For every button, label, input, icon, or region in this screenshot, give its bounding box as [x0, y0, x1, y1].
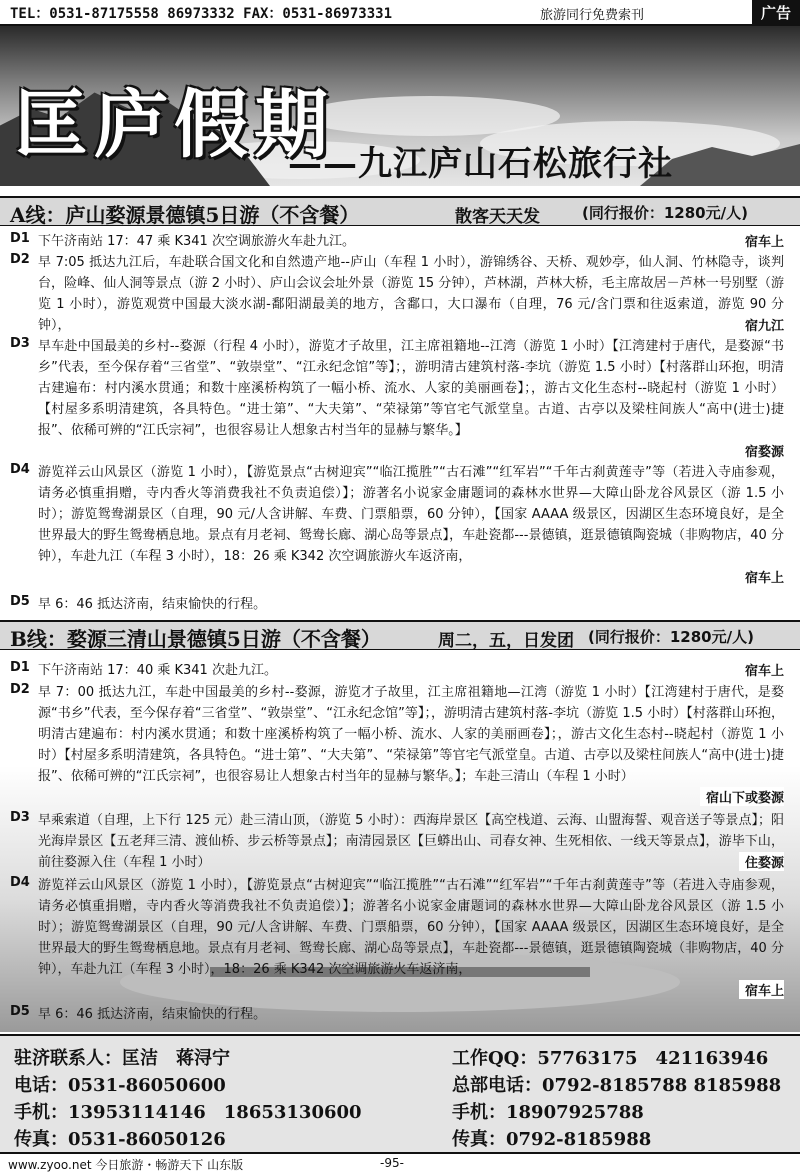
day-itinerary: 早 7：00 抵达九江，车赴中国最美的乡村--婺源，游览才子故里，江主席祖籍地—江湾（游览 1 小时）【江湾建村于唐代，是婺源“书乡”代表，至今保存着“三省堂”、“敦崇堂”、“江永纪念馆”等】；，游明清古建筑村落-李坑（游览 1.5 小时）【村落群山环抱，明清古建遍布：村内溪水贯通；和数十座溪桥构筑了一幅小桥、流水、人家的美丽画卷】；，游古文化生态村--晓起村（游览 1 小时）【村屋多系明清建筑，各具特色。“进士第”、“大夫第”、“荣禄第”等官宅气派堂皇。古道、古亭以及梁柱间族人“高中(进士)捷报”、依稀可辨的“江氏宗祠”，也很容易让人想象古村当年的显赫与繁华。】；车赴三清山（车程 1 小时） — [38, 685, 784, 784]
banner — [0, 26, 800, 186]
headquarters-mobile: 手机：18907925788 — [452, 1102, 644, 1123]
work-qq: 工作QQ：57763175 421163946 — [452, 1048, 769, 1069]
day-accommodation: 宿车上 — [739, 567, 784, 586]
day-accommodation: 宿九江 — [739, 315, 784, 334]
route-b-header — [0, 620, 800, 650]
day-label: D4 — [10, 875, 30, 890]
route-b-price: (同行报价：1280元/人) — [588, 628, 754, 646]
day-itinerary: 早 6：46 抵达济南，结束愉快的行程。 — [38, 1007, 267, 1022]
day-itinerary: 早 6：46 抵达济南，结束愉快的行程。 — [38, 597, 267, 612]
route-a-schedule: 散客天天发 — [455, 207, 540, 227]
route-a-price: (同行报价：1280元/人) — [582, 204, 748, 222]
free-catalog-slogan: 旅游同行免费索刊 — [540, 8, 645, 23]
day-label: D3 — [10, 810, 30, 825]
day-label: D1 — [10, 231, 30, 246]
top-contact-bar — [0, 0, 800, 26]
day-label: D2 — [10, 682, 30, 697]
contact-panel — [0, 1034, 800, 1152]
day-label: D3 — [10, 336, 30, 351]
headquarters-phone: 总部电话：0792-8185788 8185988 — [452, 1075, 782, 1096]
day-itinerary: 早 7:05 抵达九江后，车赴联合国文化和自然遗产地--庐山（车程 1 小时），游锦绣谷、天桥、观妙亭，仙人洞、竹林隐寺，谈判台，险峰、仙人洞等景点（游 2 小时）、庐山会议会址外景（游览 15 分钟），芦林湖，芦林大桥，毛主席故居－芦林一号别墅（游览 1 小时），游览观赏中国最大淡水湖-鄱阳湖最美的地方，含鄱口，大口瀑布（自理，76 元/含门票和往返索道，游览 90 分钟）， — [38, 255, 784, 333]
magazine-site: www.zyoo.net 今日旅游・畅游天下 山东版 — [8, 1158, 244, 1172]
day-itinerary: 早乘索道（自理，上下行 125 元）赴三清山顶，（游览 5 小时）：西海岸景区【高空栈道、云海、山盟海誓、观音送子等景点】；阳光海岸景区【五老拜三清、渡仙桥、步云桥等景点】；南清园景区【巨蟒出山、司春女神、生死相依、一线天等景点】，游毕下山，前往婺源入住（车程 1 小时） — [38, 813, 784, 870]
ad-tag: 广告 — [752, 0, 800, 26]
local-fax: 传真：0531-86050126 — [14, 1129, 226, 1150]
banner-title: 匡庐假期 — [14, 82, 334, 168]
local-phone: 电话：0531-86050600 — [14, 1075, 226, 1096]
day-accommodation: 住婺源 — [739, 852, 784, 871]
agency-phone-fax: TEL：0531-87175558 86973332 FAX：0531-86973331 — [10, 6, 393, 22]
day-label: D4 — [10, 462, 30, 477]
day-itinerary: 下午济南站 17：40 乘 K341 次赴九江。 — [38, 663, 277, 678]
banner-subtitle: ——九江庐山石松旅行社 — [288, 144, 673, 184]
day-itinerary: 游览祥云山风景区（游览 1 小时），【游览景点“古树迎宾”“临江揽胜”“古石滩”“红军岩”“千年古刹黄莲寺”等（若进入寺庙参观，请务必慎重捐赠，寺内香火等消费我社不负责追偿）】；游著名小说家金庸题词的森林水世界—大障山卧龙谷风景区（游 1.5 小时）；游览鸳鸯湖景区（自理，90 元/人含讲解、车费、门票船票，60 分钟），【国家 AAAA 级景区，因湖区生态环境良好，是全世界最大的野生鸳鸯栖息地。景点有月老祠、鸳鸯长廊、湖心岛等景点】，车赴瓷都---景德镇，逛景德镇陶瓷城（非购物店，40 分钟），车赴九江（车程 3 小时），18：26 乘 K342 次空调旅游火车返济南， — [38, 878, 784, 977]
day-itinerary: 下午济南站 17：47 乘 K341 次空调旅游火车赴九江。 — [38, 234, 355, 249]
route-a-header — [0, 196, 800, 226]
page-footer — [0, 1152, 800, 1172]
day-label: D2 — [10, 252, 30, 267]
headquarters-fax: 传真：0792-8185988 — [452, 1129, 652, 1150]
day-itinerary: 游览祥云山风景区（游览 1 小时），【游览景点“古树迎宾”“临江揽胜”“古石滩”“红军岩”“千年古刹黄莲寺”等（若进入寺庙参观，请务必慎重捐赠，寺内香火等消费我社不负责追偿）】；游著名小说家金庸题词的森林水世界—大障山卧龙谷风景区（游 1.5 小时）；游览鸳鸯湖景区（自理，90 元/人含讲解、车费、门票船票，60 分钟），【国家 AAAA 级景区，因湖区生态环境良好，是全世界最大的野生鸳鸯栖息地。景点有月老祠、鸳鸯长廊、湖心岛等景点】，车赴瓷都---景德镇，逛景德镇陶瓷城（非购物店，40 分钟），车赴九江（车程 3 小时），18：26 乘 K342 次空调旅游火车返济南， — [38, 465, 784, 564]
local-mobile: 手机：13953114146 18653130600 — [14, 1102, 362, 1123]
day-accommodation: 宿山下或婺源 — [700, 787, 784, 806]
route-a-name: A线：庐山婺源景德镇5日游（不含餐） — [10, 203, 360, 227]
page-number: -95- — [380, 1156, 404, 1170]
day-accommodation: 宿车上 — [739, 231, 784, 250]
day-label: D1 — [10, 660, 30, 675]
day-itinerary: 早车赴中国最美的乡村--婺源（行程 4 小时），游览才子故里，江主席祖籍地--江湾（游览 1 小时）【江湾建村于唐代，是婺源“书乡”代表，至今保存着“三省堂”、“敦崇堂”、“江永纪念馆”等】；，游明清古建筑村落-李坑（游览 1.5 小时）【村落群山环抱，明清古建遍布：村内溪水贯通；和数十座溪桥构筑了一幅小桥、流水、人家的美丽画卷】；，游古文化生态村--晓起村（游览 1 小时）【村屋多系明清建筑，各具特色。“进士第”、“大夫第”、“荣禄第”等官宅气派堂皇。古道、古亭以及梁柱间族人“高中(进士)捷报”、依稀可辨的“江氏宗祠”，也很容易让人想象古村当年的显赫与繁华。】 — [38, 339, 784, 438]
day-accommodation: 宿车上 — [739, 980, 784, 999]
day-accommodation: 宿车上 — [739, 660, 784, 679]
day-label: D5 — [10, 594, 30, 609]
local-contact-person: 驻济联系人：匡洁 蒋浔宁 — [14, 1048, 230, 1069]
day-label: D5 — [10, 1004, 30, 1019]
route-b-schedule: 周二，五，日发团 — [438, 631, 574, 651]
day-accommodation: 宿婺源 — [739, 441, 784, 460]
route-b-name: B线：婺源三清山景德镇5日游（不含餐） — [10, 627, 381, 651]
